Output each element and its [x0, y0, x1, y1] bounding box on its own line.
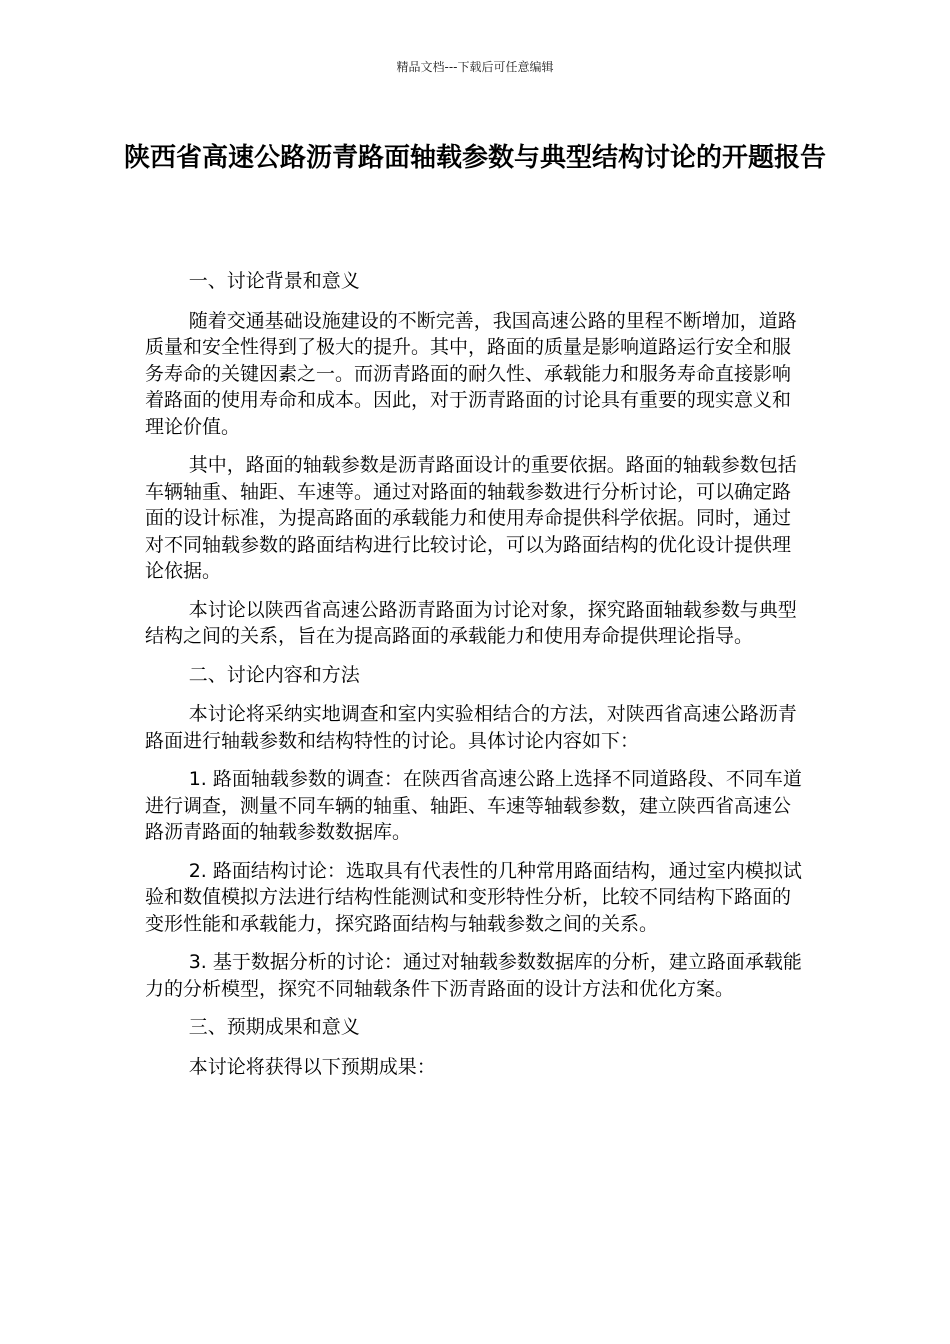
- document-title: 陕西省高速公路沥青路面轴载参数与典型结构讨论的开题报告: [123, 143, 826, 173]
- paragraph: 本讨论以陕西省高速公路沥青路面为讨论对象，探究路面轴载参数与典型结构之间的关系，旨在为提高路面的承载能力和使用寿命提供理论指导。: [145, 598, 797, 647]
- section-heading: 三、预期成果和意义: [188, 1016, 360, 1038]
- section-heading: 二、讨论内容和方法: [188, 663, 360, 686]
- list-item: 1. 路面轴载参数的调查：在陕西省高速公路上选择不同道路段、不同车道进行调查，测量不同车辆的轴重、轴距、车速等轴载参数，建立陕西省高速公路沥青路面的轴载参数数据库。: [145, 768, 802, 843]
- paragraph: 本讨论将采纳实地调查和室内实验相结合的方法，对陕西省高速公路沥青路面进行轴载参数和结构特性的讨论。具体讨论内容如下：: [145, 703, 797, 752]
- paragraph: 本讨论将获得以下预期成果：: [188, 1055, 436, 1078]
- document-body: [145, 268, 805, 1092]
- list-item: 2. 路面结构讨论：选取具有代表性的几种常用路面结构，通过室内模拟试验和数值模拟方法进行结构性能测试和变形特性分析，比较不同结构下路面的变形性能和承载能力，探究路面结构与轴载参数之间的关系。: [145, 859, 802, 935]
- list-item: 3. 基于数据分析的讨论：通过对轴载参数数据库的分析，建立路面承载能力的分析模型，探究不同轴载条件下沥青路面的设计方法和优化方案。: [145, 951, 802, 1000]
- paragraph: 随着交通基础设施建设的不断完善，我国高速公路的里程不断增加，道路质量和安全性得到了极大的提升。其中，路面的质量是影响道路运行安全和服务寿命的关键因素之一。而沥青路面的耐久性、承载能力和服务寿命直接影响着路面的使用寿命和成本。因此，对于沥青路面的讨论具有重要的现实意义和理论价值。: [145, 309, 797, 438]
- section-heading: 一、讨论背景和意义: [188, 270, 360, 292]
- page-header: 精品文档---下载后可任意编辑: [396, 60, 554, 74]
- paragraph: 其中，路面的轴载参数是沥青路面设计的重要依据。路面的轴载参数包括车辆轴重、轴距、车速等。通过对路面的轴载参数进行分析讨论，可以确定路面的设计标准，为提高路面的承载能力和使用寿命提供科学依据。同时，通过对不同轴载参数的路面结构进行比较讨论，可以为路面结构的优化设计提供理论依据。: [145, 454, 797, 582]
